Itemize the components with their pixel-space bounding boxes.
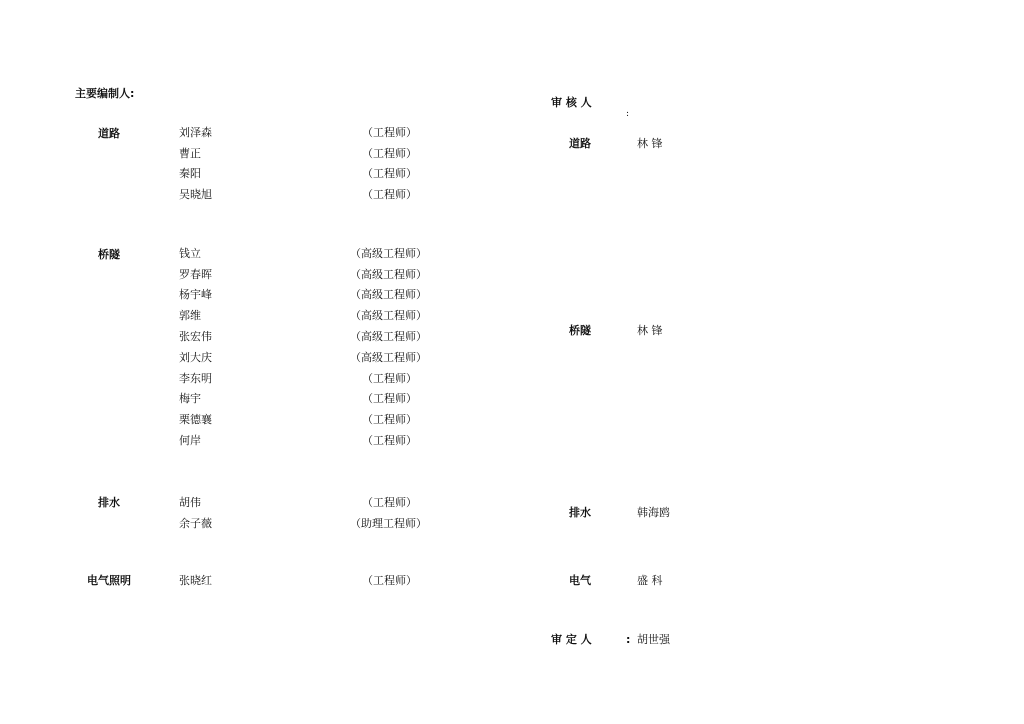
compiler-title: （助理工程师） [350,517,427,530]
compiler-name: 刘泽森 [179,126,212,139]
compiler-name: 余子薇 [179,517,212,530]
compiler-name: 刘大庆 [179,351,212,364]
compiler-name: 栗德襄 [179,413,212,426]
reviewer-name: 韩海鸥 [637,506,670,519]
reviewer-discipline-bridge-tunnel: 桥隧 [569,324,591,337]
compiler-title: （高级工程师） [350,247,427,260]
compiler-title: （工程师） [362,392,417,405]
reviewer-name: 盛 科 [637,574,663,587]
reviewer-discipline-drainage: 排水 [569,506,591,519]
compiler-name: 秦阳 [179,167,201,180]
reviewer-discipline-electrical: 电气 [569,574,591,587]
compiler-name: 杨宇峰 [179,288,212,301]
compiler-title: （工程师） [362,147,417,160]
compiler-name: 梅宇 [179,392,201,405]
compiler-name: 张晓红 [179,574,212,587]
compiler-name: 郭维 [179,309,201,322]
reviewer-discipline-road: 道路 [569,137,591,150]
compiler-title: （高级工程师） [350,268,427,281]
compiler-discipline-electrical-lighting: 电气照明 [87,574,131,587]
compiler-name: 罗春晖 [179,268,212,281]
compiler-name: 钱立 [179,247,201,260]
compiler-title: （工程师） [362,496,417,509]
compiler-title: （高级工程师） [350,288,427,301]
reviewers-colon: : [626,109,630,119]
compiler-title: （工程师） [362,188,417,201]
compiler-name: 曹正 [179,147,201,160]
compiler-title: （高级工程师） [350,330,427,343]
compiler-title: （高级工程师） [350,351,427,364]
compiler-title: （工程师） [362,574,417,587]
compiler-name: 胡伟 [179,496,201,509]
reviewers-heading [551,96,592,110]
compiler-title: （高级工程师） [350,309,427,322]
reviewer-name: 林 锋 [637,324,663,337]
reviewer-name: 林 锋 [637,137,663,150]
compiler-discipline-drainage: 排水 [98,496,120,509]
compiler-title: （工程师） [362,413,417,426]
compiler-name: 何岸 [179,434,201,447]
compiler-name: 李东明 [179,372,212,385]
approver-name: 胡世强 [637,633,670,646]
reviewers-heading-text: 审 核 人 [551,96,592,109]
compiler-discipline-road: 道路 [98,127,120,140]
compiler-name: 吴晓旭 [179,188,212,201]
compilers-heading: 主要编制人: [75,87,135,100]
compiler-title: （工程师） [362,126,417,139]
compiler-title: （工程师） [362,167,417,180]
compiler-title: （工程师） [362,434,417,447]
compiler-title: （工程师） [362,372,417,385]
approver-colon: : [626,633,631,646]
approver-heading: 审 定 人 [551,633,592,646]
compiler-discipline-bridge-tunnel: 桥隧 [98,248,120,261]
compiler-name: 张宏伟 [179,330,212,343]
